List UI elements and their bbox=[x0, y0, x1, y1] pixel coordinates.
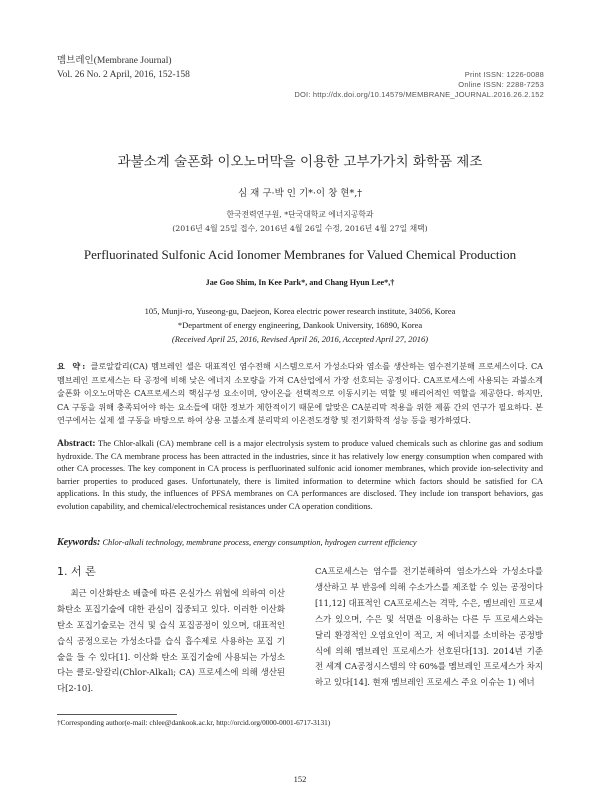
korean-received-line: (2016년 4월 25일 접수, 2016년 4월 26일 수정, 2016년 4월 27일 채택) bbox=[172, 224, 428, 233]
english-received-line: (Received April 25, 2016, Revised April 26, 2016, Accepted April 27, 2016) bbox=[171, 334, 429, 344]
korean-affiliation-line: 한국전력연구원, *단국대학교 에너지공학과 bbox=[226, 210, 374, 219]
body-column-right bbox=[315, 564, 543, 691]
korean-authors: 심 재 구·박 인 기*·이 창 현*,† bbox=[237, 188, 363, 199]
korean-abstract-text: 클로알칼리(CA) 멤브레인 셀은 대표적인 염수전해 시스템으로서 가성소다와 염소를 생산하는 염수전기분해 프로세스이다. CA 멤브레인 프로세스는 타 공정에 비해 낮은 에너지 소모량을 가져 CA산업에서 가장 선호되는 공정이다. CA프로세스에 사용되는 과불소계 술폰화 이오노머막은 CA프로세스의 핵심구성 요소이며, 양이온을 선택적으로 이동시키는 역할 및 배리어적인 역할을 제공한다. 하지만, CA 구동을 위해 충족되어야 하는 요소들에 대한 정보가 제한적이기 때문에 알맞은 CA분리막 적용을 위한 제품 간의 연구가 필요하다. 본 연구에서는 실제 셀 구동을 바탕으로 하여 상용 고불소계 분리막의 이온전도경향 및 전기화학적 성능 등을 평가하였다. bbox=[57, 361, 543, 426]
english-authors: Jae Goo Shim, In Kee Park*, and Chang Hyun Lee*,† bbox=[205, 278, 395, 287]
journal-header bbox=[57, 54, 190, 82]
corresponding-author-footnote: †Corresponding author(e-mail: chlee@dankook.ac.kr, http://orcid.org/0000-0001-6717-3131) bbox=[57, 718, 331, 727]
journal-volume: Vol. 26 No. 2 April, 2016, 152-158 bbox=[57, 70, 190, 80]
body-paragraph-left: 최근 이산화탄소 배출에 따른 온실가스 위협에 의하여 이산화탄소 포집기술에 대한 관심이 집중되고 있다. 이러한 이산화탄소 포집기술로는 건식 및 습식 포집공정이 있으며, 대표적인 습식 공정으로는 가성소다를 습식 흡수제로 사용하는 포집 기술을 들 수 있다[1]. 이산화 탄소 포집기술에 사용되는 가성소다는 클로-알칼리(Chlor-Alkali; CA) 프로세스에 의해 생산된다[2-10]. bbox=[57, 587, 285, 694]
korean-abstract-label: 요 약: bbox=[57, 361, 88, 371]
keywords-label: Keywords: bbox=[57, 537, 101, 548]
korean-affiliation bbox=[0, 208, 600, 236]
footnote-divider bbox=[57, 714, 177, 715]
keywords-text: Chlor-alkali technology, membrane process, energy consumption, hydrogen current efficiency bbox=[102, 538, 417, 547]
doi-link[interactable]: DOI: http://dx.doi.org/10.14579/MEMBRANE_JOURNAL.2016.26.2.152 bbox=[294, 90, 544, 99]
body-column-left bbox=[57, 564, 285, 697]
online-issn: Online ISSN: 2288-7253 bbox=[458, 80, 544, 89]
english-affiliation bbox=[0, 304, 600, 346]
identifier-block bbox=[294, 70, 544, 100]
journal-name: 멤브레인(Membrane Journal) bbox=[57, 56, 172, 66]
section-heading: 1. 서 론 bbox=[57, 565, 96, 578]
body-paragraph-right: CA프로세스는 염수를 전기분해하여 염소가스와 가성소다를 생산하고 부 반응에 의해 수소가스를 제조할 수 있는 공정이다[11,12] 대표적인 CA프로세스는 격막, 수은, 멤브레인 프로세스가 있으며, 수은 및 석면을 이용하는 다른 두 프로세스와는 달리 환경적인 오염요인이 적고, 저 에너지를 소비하는 공정방식에 의해 멤브레인 프로세스가 선호된다[13]. 2014년 기준 전 세계 CA공정시스템의 약 60%를 멤브레인 프로세스가 차지하고 있다[14]. 현재 멤브레인 프로세스 주요 이슈는 1) 에너 bbox=[315, 566, 543, 688]
keywords bbox=[57, 537, 543, 548]
english-title: Perfluorinated Sulfonic Acid Ionomer Membranes for Valued Chemical Production bbox=[83, 247, 517, 262]
english-affiliation-line-2: *Department of energy engineering, Dankook University, 16890, Korea bbox=[177, 320, 423, 330]
page-number: 152 bbox=[293, 774, 307, 784]
english-abstract bbox=[57, 438, 543, 514]
korean-abstract bbox=[57, 360, 543, 428]
english-abstract-label: Abstract: bbox=[57, 439, 96, 449]
english-abstract-text: The Chlor-alkali (CA) membrane cell is a major electrolysis system to produce valued chemicals such as chlorine gas and sodium hydroxide. The CA membrane process has been attracted in the industries, since it has relatively low energy consumption when compared with other CA processes. The key component in CA process is perfluorinated sulfonic acid ionomer membranes, which provide ion-selectivity and barrier properties to produced gases. Unfortunately, there is limited information to determine which factors should be satisfied for CA applications. In this study, the influences of PFSA membranes on CA performances are disclosed. They include ion transport behaviors, gas evolution capability, and chemical/electrochemical resistances under CA operation conditions. bbox=[57, 439, 543, 511]
korean-title: 과불소계 술폰화 이오노머막을 이용한 고부가가치 화학품 제조 bbox=[117, 154, 483, 170]
print-issn: Print ISSN: 1226-0088 bbox=[464, 70, 544, 79]
english-affiliation-line-1: 105, Munji-ro, Yuseong-gu, Daejeon, Korea electric power research institute, 34056, Korea bbox=[144, 306, 456, 316]
